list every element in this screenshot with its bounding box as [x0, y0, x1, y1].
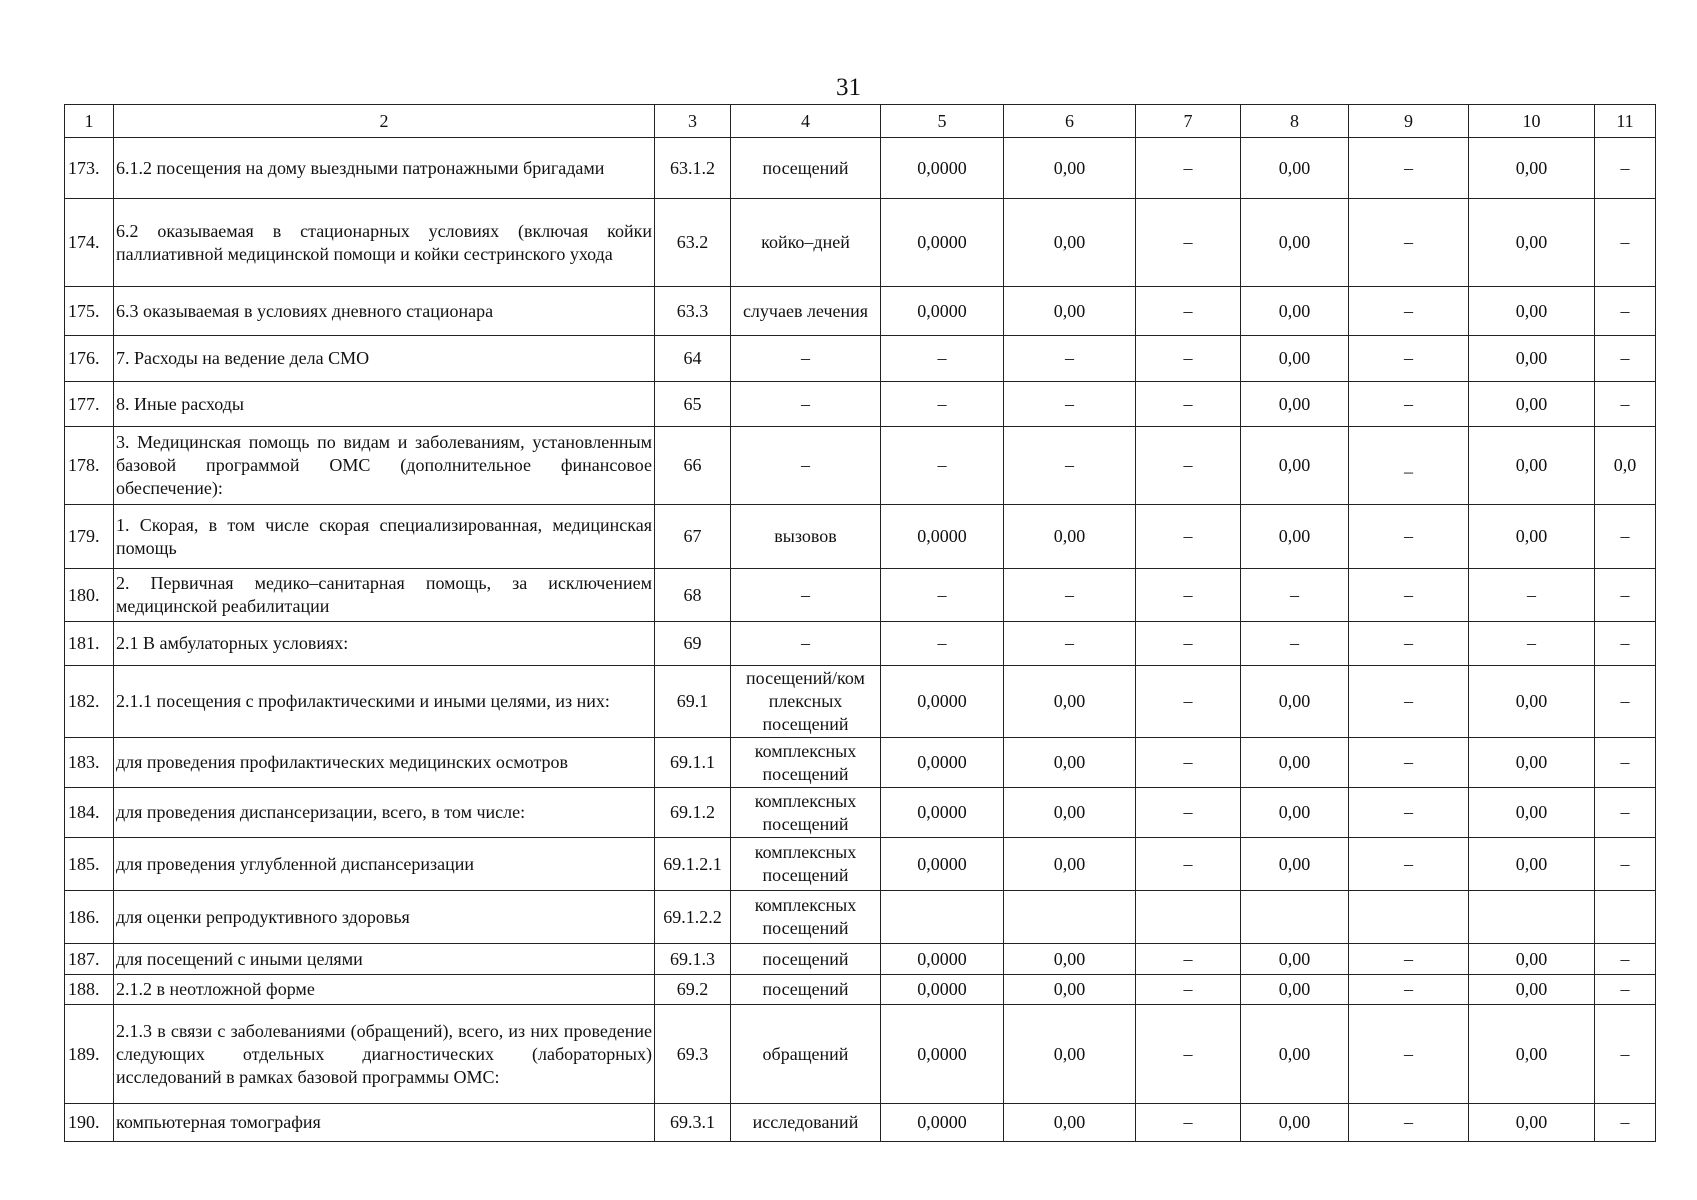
col-10: 0,00 [1469, 505, 1595, 569]
col-9: – [1349, 944, 1469, 975]
col-5 [881, 891, 1004, 944]
col-9: – [1349, 975, 1469, 1005]
table-row [65, 738, 1656, 788]
col-9: – [1349, 336, 1469, 382]
col-7 [1136, 891, 1241, 944]
row-unit: – [731, 569, 881, 622]
row-name: для проведения углубленной диспансеризации [114, 838, 655, 891]
table-row [65, 138, 1656, 199]
row-name: 2.1.1 посещения с профилактическими и иными целями, из них: [114, 666, 655, 738]
col-11: – [1595, 138, 1656, 199]
col-7: – [1136, 336, 1241, 382]
col-5: – [881, 569, 1004, 622]
col-7: – [1136, 505, 1241, 569]
col-9: – [1349, 838, 1469, 891]
row-name: компьютерная томография [114, 1104, 655, 1142]
col-5: 0,0000 [881, 788, 1004, 838]
col-5: 0,0000 [881, 1005, 1004, 1104]
col-9 [1349, 891, 1469, 944]
row-code: 69.1.2 [655, 788, 731, 838]
col-7: – [1136, 622, 1241, 666]
row-number: 190. [65, 1104, 114, 1142]
row-name: 1. Скорая, в том числе скорая специализированная, медицинская помощь [114, 505, 655, 569]
header-cell: 1 [65, 105, 114, 138]
table-body [65, 105, 1656, 1142]
col-6: – [1004, 427, 1136, 505]
row-name: для оценки репродуктивного здоровья [114, 891, 655, 944]
row-code: 67 [655, 505, 731, 569]
col-9: – [1349, 569, 1469, 622]
table-row [65, 287, 1656, 336]
row-unit: – [731, 336, 881, 382]
header-row [65, 105, 1656, 138]
col-7: – [1136, 1104, 1241, 1142]
row-number: 179. [65, 505, 114, 569]
col-8: 0,00 [1241, 287, 1349, 336]
col-9: – [1349, 666, 1469, 738]
col-10: 0,00 [1469, 838, 1595, 891]
row-name: 8. Иные расходы [114, 382, 655, 427]
col-11: – [1595, 838, 1656, 891]
row-number: 177. [65, 382, 114, 427]
row-code: 64 [655, 336, 731, 382]
col-9: – [1349, 199, 1469, 287]
row-code: 69.1.2.2 [655, 891, 731, 944]
col-10: 0,00 [1469, 138, 1595, 199]
col-6: 0,00 [1004, 1104, 1136, 1142]
col-8: 0,00 [1241, 427, 1349, 505]
col-6: 0,00 [1004, 287, 1136, 336]
row-unit: вызовов [731, 505, 881, 569]
col-8: 0,00 [1241, 666, 1349, 738]
col-8 [1241, 891, 1349, 944]
header-cell: 7 [1136, 105, 1241, 138]
col-11: – [1595, 287, 1656, 336]
col-11: – [1595, 788, 1656, 838]
row-code: 69 [655, 622, 731, 666]
row-code: 69.1 [655, 666, 731, 738]
header-cell: 9 [1349, 105, 1469, 138]
col-11: – [1595, 738, 1656, 788]
col-7: – [1136, 427, 1241, 505]
row-name: 6.1.2 посещения на дому выездными патронажными бригадами [114, 138, 655, 199]
col-6: 0,00 [1004, 738, 1136, 788]
col-8: 0,00 [1241, 199, 1349, 287]
col-9: – [1349, 1104, 1469, 1142]
col-5: 0,0000 [881, 975, 1004, 1005]
row-code: 69.3 [655, 1005, 731, 1104]
col-6: 0,00 [1004, 505, 1136, 569]
row-unit: комплексных посещений [731, 838, 881, 891]
col-10: 0,00 [1469, 199, 1595, 287]
col-11: – [1595, 1005, 1656, 1104]
row-number: 181. [65, 622, 114, 666]
col-5: – [881, 427, 1004, 505]
col-6: – [1004, 382, 1136, 427]
col-11: – [1595, 505, 1656, 569]
col-10: – [1469, 622, 1595, 666]
table-row [65, 336, 1656, 382]
col-8: 0,00 [1241, 138, 1349, 199]
row-unit: комплексных посещений [731, 788, 881, 838]
col-9: – [1349, 738, 1469, 788]
col-5: 0,0000 [881, 838, 1004, 891]
col-7: – [1136, 1005, 1241, 1104]
col-6: – [1004, 336, 1136, 382]
col-5: 0,0000 [881, 944, 1004, 975]
row-unit: – [731, 427, 881, 505]
col-6: 0,00 [1004, 975, 1136, 1005]
row-code: 69.1.1 [655, 738, 731, 788]
col-7: – [1136, 287, 1241, 336]
table-row [65, 975, 1656, 1005]
col-7: – [1136, 738, 1241, 788]
header-cell: 10 [1469, 105, 1595, 138]
col-10: 0,00 [1469, 1104, 1595, 1142]
header-cell: 3 [655, 105, 731, 138]
col-11: – [1595, 199, 1656, 287]
row-unit: – [731, 382, 881, 427]
col-5: – [881, 382, 1004, 427]
row-name: 2. Первичная медико–санитарная помощь, за исключением медицинской реабилитации [114, 569, 655, 622]
col-11: – [1595, 666, 1656, 738]
col-7: – [1136, 975, 1241, 1005]
row-number: 175. [65, 287, 114, 336]
row-unit: обращений [731, 1005, 881, 1104]
col-11: – [1595, 622, 1656, 666]
col-8: – [1241, 569, 1349, 622]
col-11: – [1595, 336, 1656, 382]
col-6 [1004, 891, 1136, 944]
row-name: для проведения профилактических медицинских осмотров [114, 738, 655, 788]
row-code: 63.2 [655, 199, 731, 287]
header-cell: 4 [731, 105, 881, 138]
row-unit: исследований [731, 1104, 881, 1142]
col-9: – [1349, 622, 1469, 666]
row-unit: – [731, 622, 881, 666]
col-7: – [1136, 944, 1241, 975]
row-name: 2.1 В амбулаторных условиях: [114, 622, 655, 666]
col-9: – [1349, 1005, 1469, 1104]
col-6: 0,00 [1004, 788, 1136, 838]
col-5: – [881, 336, 1004, 382]
col-10: 0,00 [1469, 944, 1595, 975]
col-5: 0,0000 [881, 505, 1004, 569]
col-10: 0,00 [1469, 427, 1595, 505]
col-9: – [1349, 287, 1469, 336]
row-number: 189. [65, 1005, 114, 1104]
table-row [65, 1104, 1656, 1142]
col-8: 0,00 [1241, 738, 1349, 788]
col-8: 0,00 [1241, 838, 1349, 891]
col-5: 0,0000 [881, 199, 1004, 287]
header-cell: 8 [1241, 105, 1349, 138]
table-row [65, 944, 1656, 975]
row-code: 69.1.3 [655, 944, 731, 975]
table-row [65, 666, 1656, 738]
col-7: – [1136, 838, 1241, 891]
row-name: 6.3 оказываемая в условиях дневного стационара [114, 287, 655, 336]
col-5: 0,0000 [881, 287, 1004, 336]
col-11: 0,0 [1595, 427, 1656, 505]
table-row [65, 382, 1656, 427]
row-unit: посещений [731, 975, 881, 1005]
row-name: для посещений с иными целями [114, 944, 655, 975]
table-row [65, 427, 1656, 505]
row-number: 173. [65, 138, 114, 199]
row-unit: койко–дней [731, 199, 881, 287]
row-code: 68 [655, 569, 731, 622]
row-number: 188. [65, 975, 114, 1005]
col-8: 0,00 [1241, 505, 1349, 569]
col-10: 0,00 [1469, 975, 1595, 1005]
col-11: – [1595, 569, 1656, 622]
col-8: 0,00 [1241, 975, 1349, 1005]
row-number: 180. [65, 569, 114, 622]
row-unit: посещений/ком плексных посещений [731, 666, 881, 738]
col-6: 0,00 [1004, 199, 1136, 287]
col-10: 0,00 [1469, 1005, 1595, 1104]
col-11: – [1595, 382, 1656, 427]
table-row [65, 891, 1656, 944]
col-8: 0,00 [1241, 336, 1349, 382]
col-8: 0,00 [1241, 382, 1349, 427]
col-10: 0,00 [1469, 666, 1595, 738]
col-8: 0,00 [1241, 788, 1349, 838]
row-code: 69.1.2.1 [655, 838, 731, 891]
row-name: 7. Расходы на ведение дела СМО [114, 336, 655, 382]
col-10: 0,00 [1469, 336, 1595, 382]
col-7: – [1136, 666, 1241, 738]
col-9: – [1349, 788, 1469, 838]
row-unit: комплексных посещений [731, 891, 881, 944]
col-11: – [1595, 1104, 1656, 1142]
row-unit: случаев лечения [731, 287, 881, 336]
col-8: 0,00 [1241, 944, 1349, 975]
col-6: 0,00 [1004, 838, 1136, 891]
table-row [65, 199, 1656, 287]
row-code: 63.3 [655, 287, 731, 336]
row-name: для проведения диспансеризации, всего, в том числе: [114, 788, 655, 838]
header-cell: 5 [881, 105, 1004, 138]
row-unit: посещений [731, 138, 881, 199]
header-cell: 2 [114, 105, 655, 138]
col-11 [1595, 891, 1656, 944]
col-9: – [1349, 138, 1469, 199]
col-11: – [1595, 944, 1656, 975]
table-row [65, 505, 1656, 569]
row-name: 6.2 оказываемая в стационарных условиях (включая койки паллиативной медицинской помощи и койки сестринского ухода [114, 199, 655, 287]
row-unit: комплексных посещений [731, 738, 881, 788]
data-table [64, 104, 1656, 1142]
row-number: 186. [65, 891, 114, 944]
row-code: 69.2 [655, 975, 731, 1005]
header-cell: 11 [1595, 105, 1656, 138]
col-7: – [1136, 138, 1241, 199]
col-5: 0,0000 [881, 1104, 1004, 1142]
row-number: 174. [65, 199, 114, 287]
col-10 [1469, 891, 1595, 944]
col-6: 0,00 [1004, 138, 1136, 199]
col-10: 0,00 [1469, 788, 1595, 838]
col-11: – [1595, 975, 1656, 1005]
row-name: 2.1.2 в неотложной форме [114, 975, 655, 1005]
col-5: 0,0000 [881, 666, 1004, 738]
col-8: – [1241, 622, 1349, 666]
col-7: – [1136, 569, 1241, 622]
col-10: – [1469, 569, 1595, 622]
col-10: 0,00 [1469, 287, 1595, 336]
col-5: 0,0000 [881, 738, 1004, 788]
row-code: 63.1.2 [655, 138, 731, 199]
col-10: 0,00 [1469, 382, 1595, 427]
col-7: – [1136, 382, 1241, 427]
col-6: 0,00 [1004, 1005, 1136, 1104]
col-5: – [881, 622, 1004, 666]
col-8: 0,00 [1241, 1104, 1349, 1142]
page-number: 31 [836, 74, 861, 101]
col-10: 0,00 [1469, 738, 1595, 788]
table-row [65, 569, 1656, 622]
row-number: 185. [65, 838, 114, 891]
col-6: – [1004, 622, 1136, 666]
row-code: 66 [655, 427, 731, 505]
table-row [65, 788, 1656, 838]
row-name: 3. Медицинская помощь по видам и заболеваниям, установленным базовой программой ОМС (дополнительное финансовое обеспечение): [114, 427, 655, 505]
col-9: – [1349, 505, 1469, 569]
header-cell: 6 [1004, 105, 1136, 138]
col-6: 0,00 [1004, 666, 1136, 738]
row-code: 69.3.1 [655, 1104, 731, 1142]
row-number: 176. [65, 336, 114, 382]
row-number: 187. [65, 944, 114, 975]
row-number: 183. [65, 738, 114, 788]
col-7: – [1136, 788, 1241, 838]
col-9: _ [1349, 427, 1469, 505]
table-row [65, 622, 1656, 666]
table-row [65, 838, 1656, 891]
col-7: – [1136, 199, 1241, 287]
col-6: 0,00 [1004, 944, 1136, 975]
row-number: 184. [65, 788, 114, 838]
col-9: – [1349, 382, 1469, 427]
col-6: – [1004, 569, 1136, 622]
col-8: 0,00 [1241, 1005, 1349, 1104]
row-name: 2.1.3 в связи с заболеваниями (обращений), всего, из них проведение следующих отдельных диагностических (лабораторных) исследований в рамках базовой программы ОМС: [114, 1005, 655, 1104]
row-number: 182. [65, 666, 114, 738]
row-number: 178. [65, 427, 114, 505]
row-unit: посещений [731, 944, 881, 975]
table-row [65, 1005, 1656, 1104]
col-5: 0,0000 [881, 138, 1004, 199]
row-code: 65 [655, 382, 731, 427]
